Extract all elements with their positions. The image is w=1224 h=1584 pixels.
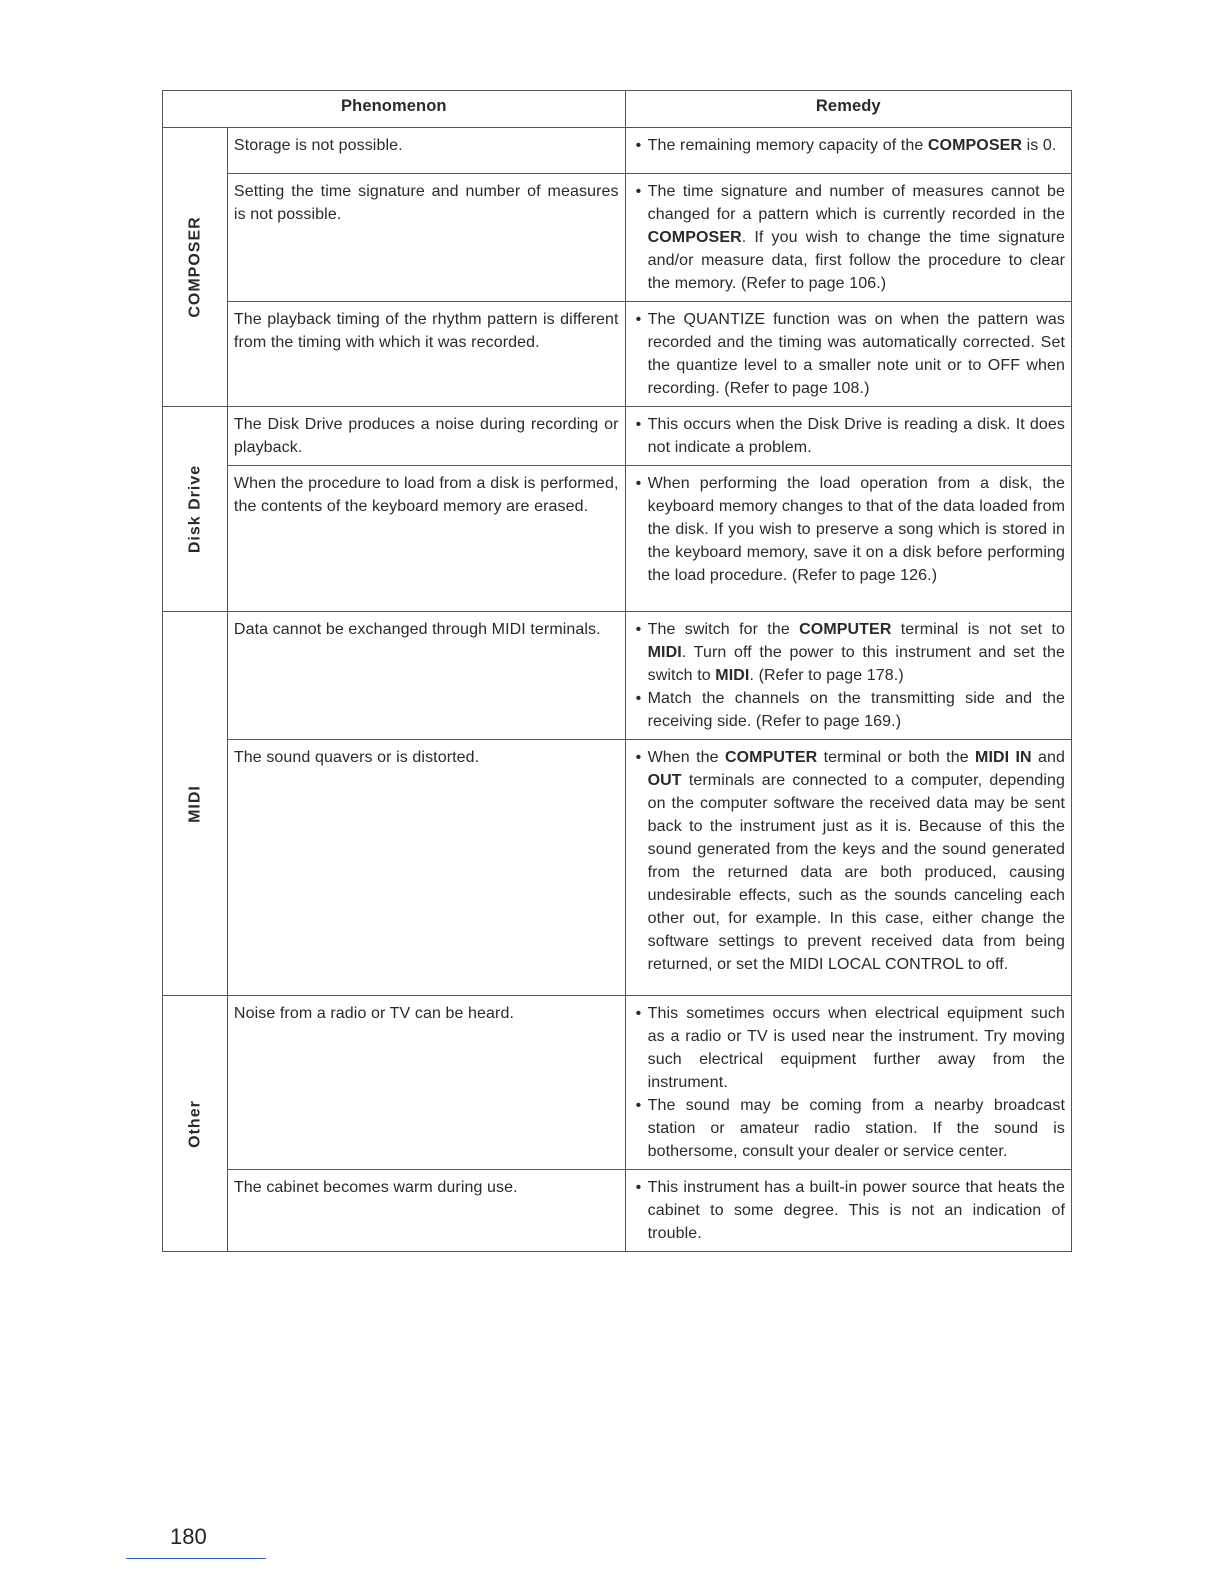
table-row bbox=[163, 1170, 1072, 1252]
remedy-cell bbox=[625, 612, 1071, 740]
phenomenon-cell: The sound quavers or is distorted. bbox=[227, 740, 625, 996]
phenomenon-cell: Setting the time signature and number of measures is not possible. bbox=[227, 174, 625, 302]
table-row bbox=[163, 174, 1072, 302]
remedy-cell bbox=[625, 996, 1071, 1170]
table-header-row bbox=[163, 91, 1072, 128]
category-other-cell bbox=[163, 996, 228, 1252]
phenomenon-cell: Noise from a radio or TV can be heard. bbox=[227, 996, 625, 1170]
table-row bbox=[163, 407, 1072, 466]
table-row bbox=[163, 128, 1072, 174]
phenomenon-cell: The cabinet becomes warm during use. bbox=[227, 1170, 625, 1252]
table-row bbox=[163, 466, 1072, 612]
table-row bbox=[163, 996, 1072, 1170]
page-number: 180 bbox=[170, 1524, 207, 1549]
category-disk-drive-label: Disk Drive bbox=[186, 464, 204, 554]
remedy-cell bbox=[625, 466, 1071, 612]
category-midi-label: MIDI bbox=[186, 784, 204, 823]
table-row bbox=[163, 612, 1072, 740]
footer-divider bbox=[126, 1558, 266, 1559]
phenomenon-cell: The playback timing of the rhythm pattern is different from the timing with which it was recorded. bbox=[227, 302, 625, 407]
table-row bbox=[163, 740, 1072, 996]
remedy-bullet: • This instrument has a built-in power source that heats the cabinet to some degree. This is not an indication of trouble. bbox=[636, 1176, 1065, 1245]
remedy-cell bbox=[625, 128, 1071, 174]
category-disk-drive-cell bbox=[163, 407, 228, 612]
remedy-bullet: • This sometimes occurs when electrical equipment such as a radio or TV is used near the instrument. Try moving such electrical equipment further away from the instrument. bbox=[636, 1002, 1065, 1094]
remedy-bullet: • The remaining memory capacity of the COMPOSER is 0. bbox=[636, 134, 1065, 157]
category-other-label: Other bbox=[186, 1099, 204, 1148]
remedy-bullet: • Match the channels on the transmitting side and the receiving side. (Refer to page 169.) bbox=[636, 687, 1065, 733]
phenomenon-cell: Data cannot be exchanged through MIDI terminals. bbox=[227, 612, 625, 740]
phenomenon-header: Phenomenon bbox=[163, 91, 626, 128]
troubleshooting-table bbox=[162, 90, 1072, 1252]
remedy-cell bbox=[625, 407, 1071, 466]
remedy-cell bbox=[625, 174, 1071, 302]
remedy-bullet: • When the COMPUTER terminal or both the MIDI IN and OUT terminals are connected to a computer, depending on the computer software the received data may be sent back to the instrument just as it is. Because of this the sound generated from the keys and the sound generated from the returned data are both produced, causing undesirable effects, such as the sounds canceling each other out, for example. In this case, either change the software settings to prevent received data from being returned, or set the MIDI LOCAL CONTROL to off. bbox=[636, 746, 1065, 976]
remedy-bullet: • The sound may be coming from a nearby broadcast station or amateur radio station. If the sound is bothersome, consult your dealer or service center. bbox=[636, 1094, 1065, 1163]
category-composer-label: COMPOSER bbox=[186, 216, 204, 318]
category-composer-cell bbox=[163, 128, 228, 407]
remedy-cell bbox=[625, 1170, 1071, 1252]
phenomenon-cell: The Disk Drive produces a noise during recording or playback. bbox=[227, 407, 625, 466]
remedy-bullet: • The QUANTIZE function was on when the pattern was recorded and the timing was automatically corrected. Set the quantize level to a smaller note unit or to OFF when recording. (Refer to page 108.) bbox=[636, 308, 1065, 400]
remedy-header: Remedy bbox=[625, 91, 1071, 128]
category-midi-cell bbox=[163, 612, 228, 996]
phenomenon-cell: When the procedure to load from a disk is performed, the contents of the keyboard memory are erased. bbox=[227, 466, 625, 612]
remedy-bullet: • When performing the load operation from a disk, the keyboard memory changes to that of the data loaded from the disk. If you wish to preserve a song which is stored in the keyboard memory, save it on a disk before performing the load procedure. (Refer to page 126.) bbox=[636, 472, 1065, 587]
table-row bbox=[163, 302, 1072, 407]
remedy-bullet: • The time signature and number of measures cannot be changed for a pattern which is currently recorded in the COMPOSER. If you wish to change the time signature and/or measure data, first follow the procedure to clear the memory. (Refer to page 106.) bbox=[636, 180, 1065, 295]
remedy-cell bbox=[625, 302, 1071, 407]
remedy-bullet: • This occurs when the Disk Drive is reading a disk. It does not indicate a problem. bbox=[636, 413, 1065, 459]
phenomenon-cell: Storage is not possible. bbox=[227, 128, 625, 174]
remedy-cell bbox=[625, 740, 1071, 996]
remedy-bullet: • The switch for the COMPUTER terminal is not set to MIDI. Turn off the power to this instrument and set the switch to MIDI. (Refer to page 178.) bbox=[636, 618, 1065, 687]
